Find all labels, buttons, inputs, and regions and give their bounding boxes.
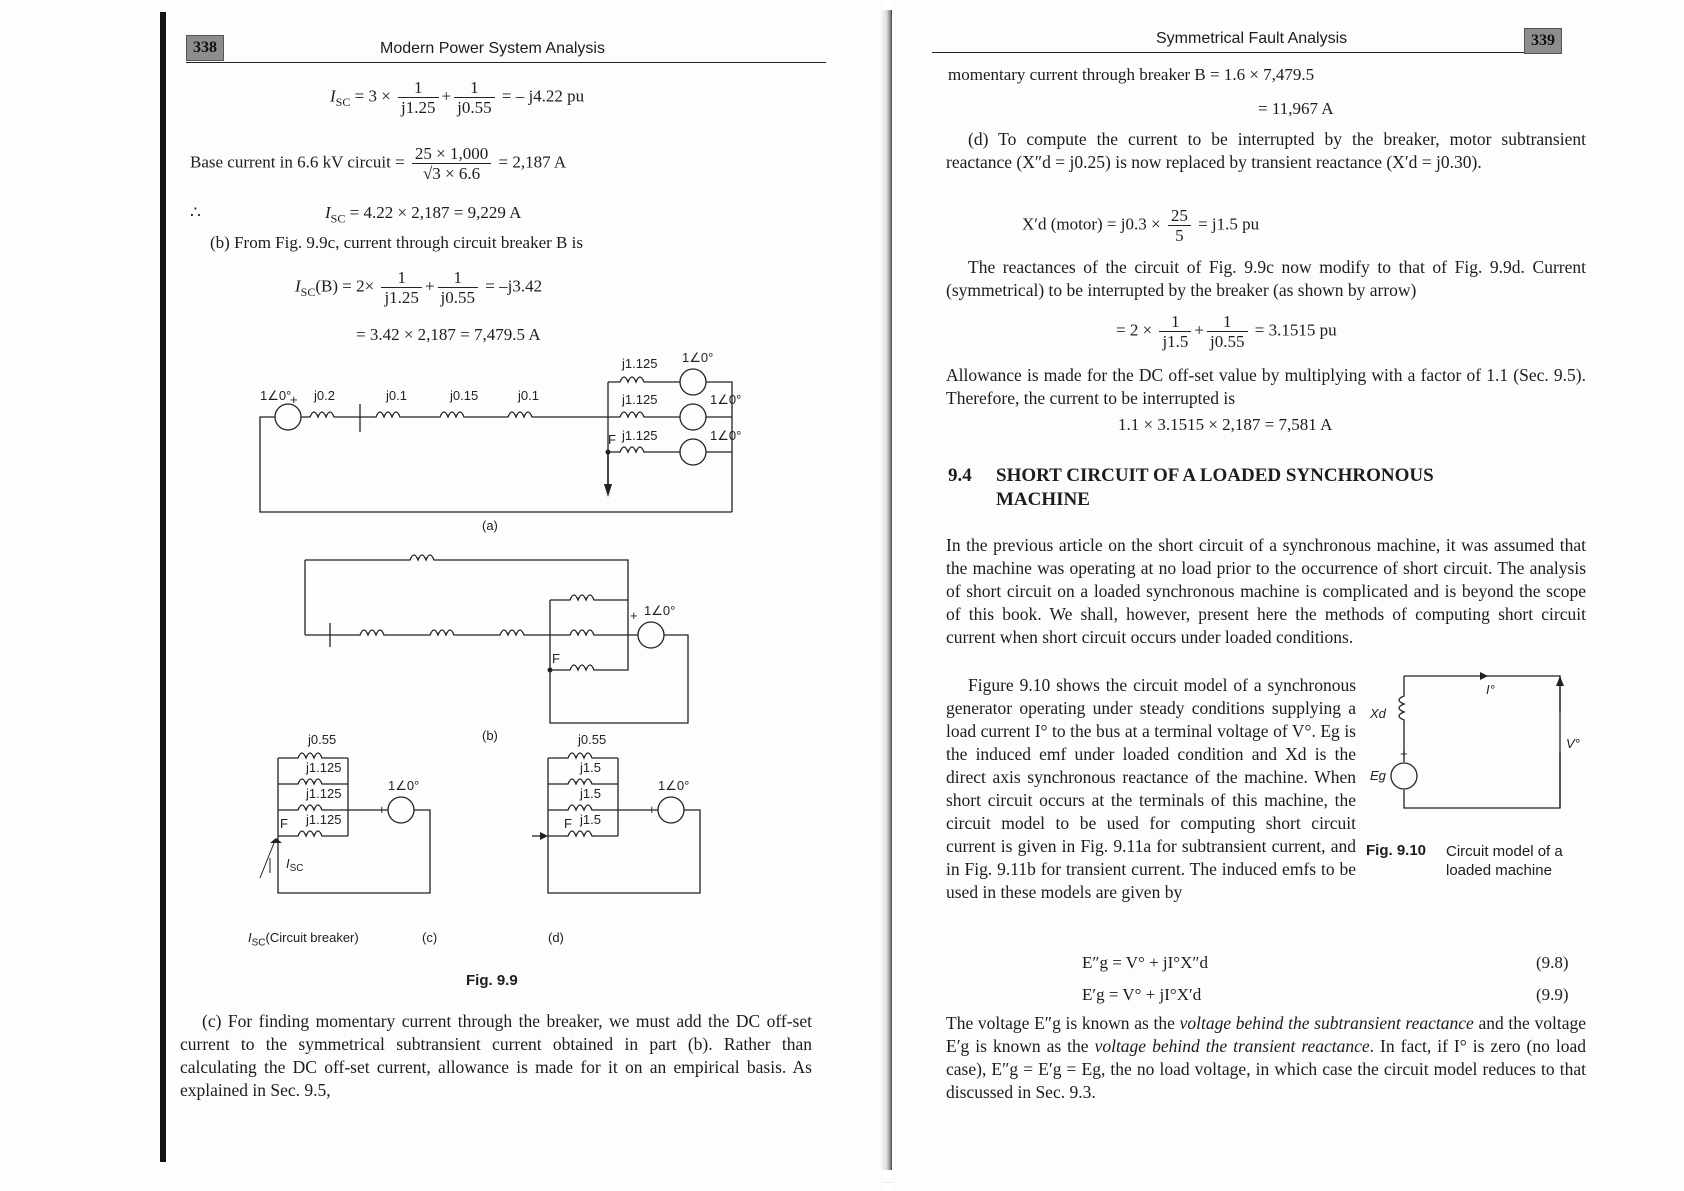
fig-a-emf-1: 1∠0° bbox=[682, 352, 714, 365]
fig-9-9d-caption: (d) bbox=[548, 930, 564, 945]
fig-c-z3: j1.125 bbox=[306, 786, 342, 801]
fig910-current-label: I° bbox=[1486, 682, 1495, 697]
fig-d-plus: + bbox=[648, 802, 656, 817]
fig910-plus: + bbox=[1400, 746, 1408, 761]
reactances-paragraph: The reactances of the circuit of Fig. 9.9c now modify to that of Fig. 9.9d. Current (symmetrical) to be interrupted by the breaker (as shown by arrow) bbox=[946, 257, 1586, 300]
fig-c-source: 1∠0° bbox=[388, 778, 420, 793]
intro-paragraph: In the previous article on the short circuit of a synchronous machine, it was assumed that the machine was operating at no load prior to the occurrence of short circuit. The analysis of short circuit on a loaded synchronous machine is complicated and is beyond the scope of this book. We shall, however, present here the methods of computing short circuit current when short circuit occurs under loaded conditions. bbox=[946, 535, 1586, 647]
fig-c-z2: j1.125 bbox=[306, 760, 342, 775]
fig-a-plus: + bbox=[290, 392, 298, 407]
fig910-voltage-label: V° bbox=[1566, 736, 1580, 751]
allowance-paragraph: Allowance is made for the DC off-set value by multiplying with a factor of 1.1 (Sec. 9.5). Therefore, the current to be interrupted is bbox=[946, 365, 1586, 408]
interrupt-value: 1.1 × 3.1515 × 2,187 = 7,581 A bbox=[1118, 415, 1333, 434]
part-b-text: (b) From Fig. 9.9c, current through circuit breaker B is bbox=[210, 233, 583, 252]
section-number: 9.4 bbox=[948, 465, 972, 486]
fig-a-z4: j0.1 bbox=[518, 388, 539, 403]
equation-isc: $I_{SC} = 3$ × $\frac{1}{j1.25}$ + $\frac{1}{j0.55}$ = – j4.22 pu bbox=[330, 78, 585, 117]
fig-c-z4: j1.125 bbox=[306, 812, 342, 827]
fig-a-emf-2: 1∠0° bbox=[710, 392, 742, 407]
right-page bbox=[892, 0, 1684, 1191]
interrupt-equation: = 2 × $\frac{1}{j1.5}$ + $\frac{1}{j0.55}$ = 3.1515 pu bbox=[1116, 312, 1337, 351]
part-c-paragraph: (c) For finding momentary current through the breaker, we must add the DC off-set current to the symmetrical subtransient current obtained in part (b). Rather than calculating the DC off-set current, allowance is made for it on an empirical basis. As explained in Sec. 9.5, bbox=[180, 1011, 812, 1100]
part-d-paragraph: (d) To compute the current to be interrupted by the breaker, motor subtransient reactance (X″d = j0.25) is now replaced by transient reactance (X′d = j0.30). bbox=[946, 129, 1586, 172]
section-title-line-2: MACHINE bbox=[996, 489, 1090, 510]
fig-c-z1: j0.55 bbox=[308, 732, 337, 747]
running-head: Modern Power System Analysis bbox=[380, 40, 605, 57]
fig-a-z1: j0.2 bbox=[314, 388, 335, 403]
equation-9-8-number: (9.8) bbox=[1536, 953, 1569, 972]
momentary-current-line-2: = 11,967 A bbox=[1258, 99, 1334, 118]
fig-a-source-label: 1∠0° bbox=[260, 388, 292, 403]
fig-a-fault-label: F bbox=[608, 432, 616, 447]
equation-9-9-number: (9.9) bbox=[1536, 985, 1569, 1004]
fig-d-z1: j0.55 bbox=[578, 732, 607, 747]
fig-c-fault-label: F bbox=[280, 816, 288, 831]
header-rule bbox=[186, 62, 826, 63]
closing-paragraph: The voltage E″g is known as the voltage behind the subtransient reactance and the voltage E′g is known as the voltage behind the transient reactance. In fact, if I° is zero (no load case), E″g = E′g = Eg, the no load voltage, in which case the circuit model reduces to that discussed in Sec. 9.3. bbox=[946, 1013, 1587, 1102]
therefore-symbol: ∴ bbox=[190, 203, 201, 222]
figure-9-9a-circuit bbox=[250, 352, 780, 532]
figure-9-9b-circuit bbox=[300, 545, 700, 730]
fig-d-z2: j1.5 bbox=[580, 760, 601, 775]
figure-9-9d-circuit bbox=[518, 728, 718, 898]
fig-9-9b-caption: (b) bbox=[482, 728, 498, 743]
scan-margin-bar bbox=[160, 12, 166, 1162]
fig-c-isc-label: $I_{SC}$ bbox=[286, 856, 304, 874]
xd-motor-equation: X′d (motor) = j0.3 × $\frac{25}{5}$ = j1.5 pu bbox=[1022, 206, 1260, 245]
fig-a-z7: j1.125 bbox=[622, 428, 658, 443]
equation-9-9: E′g = V° + jI°X′d bbox=[1082, 985, 1202, 1004]
fig-d-z4: j1.5 bbox=[580, 812, 601, 827]
fig-a-z5: j1.125 bbox=[622, 356, 658, 371]
figure-9-10-caption-text: Circuit model of a loaded machine bbox=[1446, 843, 1563, 879]
fig-b-plus: + bbox=[630, 608, 638, 623]
isc-value: $I_{SC} = 4.22 \times 2,187 = 9,229$ A bbox=[325, 203, 522, 226]
fig-d-z3: j1.5 bbox=[580, 786, 601, 801]
fig-d-fault-label: F bbox=[564, 816, 572, 831]
figure-9-10-circuit bbox=[1360, 672, 1586, 820]
equation-iscb: $I_{SC}(B) = 2\times$ $\frac{1}{j1.25}$ + $\frac{1}{j0.55}$ = –j3.42 bbox=[295, 268, 543, 307]
base-current-equation: Base current in 6.6 kV circuit = $\frac{25 \times 1,000}{√3 \times 6.6}$ = 2,187 A bbox=[190, 144, 567, 183]
momentary-current-line-1: momentary current through breaker B = 1.6 × 7,479.5 bbox=[948, 65, 1315, 84]
fig910-eg-label: Eg bbox=[1370, 768, 1386, 783]
equation-9-8: E″g = V° + jI°X″d bbox=[1082, 953, 1208, 972]
fig-c-plus: + bbox=[378, 802, 386, 817]
figure-9-10-caption-label: Fig. 9.10 bbox=[1366, 842, 1427, 859]
figure-9-9c-circuit bbox=[248, 728, 448, 898]
running-head: Symmetrical Fault Analysis bbox=[1156, 30, 1348, 47]
fig910-xd-label: Xd bbox=[1370, 706, 1386, 721]
fig-b-source: 1∠0° bbox=[644, 603, 676, 618]
fig-a-emf-3: 1∠0° bbox=[710, 428, 742, 443]
fig-a-z3: j0.15 bbox=[450, 388, 479, 403]
section-title-line-1: SHORT CIRCUIT OF A LOADED SYNCHRONOUS bbox=[996, 465, 1434, 486]
iscb-value: = 3.42 × 2,187 = 7,479.5 A bbox=[356, 325, 541, 344]
fig-d-source: 1∠0° bbox=[658, 778, 690, 793]
figure-caption: Fig. 9.9 bbox=[466, 972, 518, 989]
figure-9-10-paragraph: Figure 9.10 shows the circuit model of a synchronous generator operating under steady conditions supplying a load current I° to the bus at a terminal voltage of V°. Eg is the induced emf under loaded condition and Xd is the direct axis synchronous reactance of the machine. When short circuit occurs at the terminals of this machine, the circuit model to be used for computing short circuit current is given in Fig. 9.11a for subtransient current, and in Fig. 9.11b for transient current. The induced emfs to be used in these models are given by bbox=[946, 675, 1356, 902]
fig-c-breaker-label: $I_{SC}(Circuit$ breaker) bbox=[248, 930, 359, 949]
page-number: 338 bbox=[186, 35, 224, 61]
fig-a-z6: j1.125 bbox=[622, 392, 658, 407]
page-number: 339 bbox=[1524, 28, 1562, 54]
fig-9-9a-caption: (a) bbox=[482, 518, 498, 533]
fig-b-fault-label: F bbox=[552, 651, 560, 666]
fig-9-9c-caption: (c) bbox=[422, 930, 438, 945]
header-rule bbox=[932, 52, 1534, 53]
fig-a-z2: j0.1 bbox=[386, 388, 407, 403]
